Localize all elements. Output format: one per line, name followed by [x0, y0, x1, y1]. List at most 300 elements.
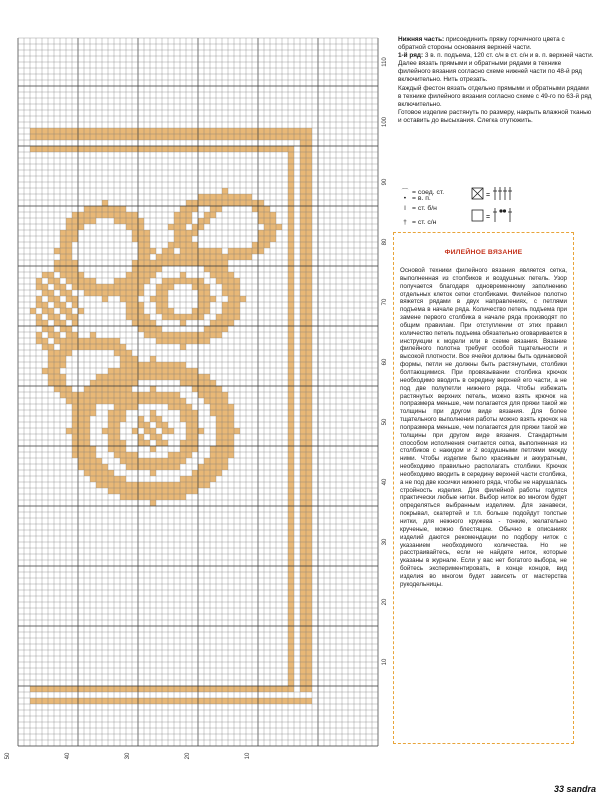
filled-cell — [66, 428, 72, 434]
filled-cell — [114, 698, 120, 704]
filled-cell — [192, 386, 198, 392]
filled-cell — [288, 518, 294, 524]
filled-cell — [222, 464, 228, 470]
filled-cell — [204, 476, 210, 482]
filled-cell — [132, 308, 138, 314]
filled-cell — [306, 662, 312, 668]
filled-cell — [72, 236, 78, 242]
filled-cell — [96, 146, 102, 152]
filled-cell — [42, 338, 48, 344]
filled-cell — [288, 170, 294, 176]
filled-cell — [180, 362, 186, 368]
filled-cell — [270, 698, 276, 704]
filled-cell — [198, 386, 204, 392]
filled-cell — [102, 200, 108, 206]
filled-cell — [288, 176, 294, 182]
filled-cell — [306, 224, 312, 230]
filled-cell — [162, 134, 168, 140]
filled-cell — [204, 338, 210, 344]
filled-cell — [306, 386, 312, 392]
filled-cell — [114, 206, 120, 212]
filled-cell — [102, 374, 108, 380]
filled-cell — [114, 386, 120, 392]
filled-cell — [138, 440, 144, 446]
filled-cell — [114, 440, 120, 446]
filled-cell — [222, 440, 228, 446]
filled-cell — [66, 236, 72, 242]
filled-cell — [210, 248, 216, 254]
filled-cell — [210, 458, 216, 464]
filled-cell — [126, 464, 132, 470]
filled-cell — [42, 686, 48, 692]
filled-cell — [180, 374, 186, 380]
column-tick-label: 50 — [5, 752, 11, 760]
filled-cell — [252, 686, 258, 692]
filled-cell — [306, 284, 312, 290]
filled-cell — [144, 368, 150, 374]
filled-cell — [306, 170, 312, 176]
row-tick-label: 80 — [382, 238, 388, 246]
filled-cell — [300, 200, 306, 206]
intro-paragraph-5: Готовое изделие растянуть по размеру, накрыть влажной тканью и оставить до высыхания. Слегка отутюжить. — [398, 108, 592, 124]
filled-cell — [138, 248, 144, 254]
filled-cell — [300, 470, 306, 476]
filled-cell — [168, 284, 174, 290]
filled-cell — [120, 458, 126, 464]
filled-cell — [42, 272, 48, 278]
filled-cell — [168, 458, 174, 464]
filled-cell — [138, 230, 144, 236]
filled-cell — [108, 434, 114, 440]
filled-cell — [174, 254, 180, 260]
filled-cell — [288, 254, 294, 260]
filled-cell — [162, 422, 168, 428]
filled-cell — [144, 326, 150, 332]
filled-cell — [84, 464, 90, 470]
filled-cell — [150, 128, 156, 134]
filled-cell — [132, 284, 138, 290]
filled-cell — [288, 614, 294, 620]
filled-cell — [198, 308, 204, 314]
filled-cell — [306, 200, 312, 206]
filled-cell — [258, 200, 264, 206]
filled-cell — [156, 422, 162, 428]
filled-cell — [210, 386, 216, 392]
filled-cell — [54, 338, 60, 344]
filled-cell — [288, 644, 294, 650]
filled-cell — [162, 488, 168, 494]
filled-cell — [168, 368, 174, 374]
filled-cell — [306, 404, 312, 410]
filled-cell — [180, 314, 186, 320]
filled-cell — [156, 128, 162, 134]
filled-cell — [36, 332, 42, 338]
filled-cell — [102, 698, 108, 704]
filled-cell — [132, 458, 138, 464]
filled-cell — [210, 380, 216, 386]
filled-cell — [114, 416, 120, 422]
filled-cell — [192, 248, 198, 254]
filled-cell — [288, 668, 294, 674]
filled-cell — [234, 302, 240, 308]
filled-cell — [66, 146, 72, 152]
filled-cell — [288, 524, 294, 530]
filled-cell — [72, 314, 78, 320]
filled-cell — [36, 128, 42, 134]
filled-cell — [222, 404, 228, 410]
filled-cell — [300, 566, 306, 572]
filled-cell — [258, 686, 264, 692]
filled-cell — [204, 470, 210, 476]
filled-cell — [132, 128, 138, 134]
filled-cell — [288, 314, 294, 320]
filled-cell — [108, 290, 114, 296]
filled-cell — [78, 212, 84, 218]
filled-cell — [144, 260, 150, 266]
filled-cell — [234, 290, 240, 296]
filled-cell — [186, 314, 192, 320]
filled-cell — [174, 686, 180, 692]
filled-cell — [300, 632, 306, 638]
filled-cell — [300, 494, 306, 500]
filled-cell — [222, 416, 228, 422]
filled-cell — [300, 296, 306, 302]
filled-cell — [78, 410, 84, 416]
filled-cell — [180, 212, 186, 218]
filled-cell — [132, 494, 138, 500]
filled-cell — [120, 440, 126, 446]
filled-cell — [222, 446, 228, 452]
filled-cell — [132, 428, 138, 434]
filled-cell — [144, 482, 150, 488]
filled-cell — [174, 218, 180, 224]
filled-cell — [300, 350, 306, 356]
filled-cell — [66, 248, 72, 254]
filled-cell — [240, 134, 246, 140]
filled-cell — [210, 254, 216, 260]
filled-cell — [300, 518, 306, 524]
filled-cell — [222, 200, 228, 206]
filled-cell — [72, 452, 78, 458]
filled-cell — [204, 128, 210, 134]
filled-cell — [150, 146, 156, 152]
filled-cell — [288, 350, 294, 356]
filled-cell — [108, 128, 114, 134]
row-tick-label: 110 — [382, 57, 388, 67]
filled-cell — [216, 260, 222, 266]
filled-cell — [150, 482, 156, 488]
filled-cell — [222, 290, 228, 296]
filled-cell — [288, 608, 294, 614]
filled-cell — [300, 434, 306, 440]
filled-cell — [156, 374, 162, 380]
filled-cell — [180, 686, 186, 692]
filled-cell — [186, 230, 192, 236]
filled-cell — [138, 434, 144, 440]
filled-cell — [240, 698, 246, 704]
filled-cell — [264, 224, 270, 230]
filled-cell — [186, 134, 192, 140]
filled-cell — [132, 404, 138, 410]
filled-cell — [174, 452, 180, 458]
filled-cell — [60, 248, 66, 254]
filled-cell — [48, 686, 54, 692]
filled-cell — [264, 128, 270, 134]
filled-cell — [90, 458, 96, 464]
filled-cell — [78, 278, 84, 284]
filled-cell — [138, 320, 144, 326]
filled-cell — [210, 272, 216, 278]
filled-cell — [288, 572, 294, 578]
filled-cell — [222, 320, 228, 326]
filled-cell — [192, 332, 198, 338]
filled-cell — [300, 656, 306, 662]
filled-cell — [84, 338, 90, 344]
filled-cell — [144, 494, 150, 500]
filled-cell — [150, 266, 156, 272]
filled-cell — [264, 146, 270, 152]
filled-cell — [138, 272, 144, 278]
filled-cell — [138, 326, 144, 332]
filled-cell — [156, 494, 162, 500]
filled-cell — [306, 218, 312, 224]
filled-cell — [84, 404, 90, 410]
filled-cell — [306, 524, 312, 530]
filled-cell — [264, 686, 270, 692]
filled-cell — [114, 410, 120, 416]
filled-cell — [216, 470, 222, 476]
filled-cell — [126, 272, 132, 278]
filled-cell — [126, 380, 132, 386]
filled-cell — [198, 254, 204, 260]
filled-cell — [198, 470, 204, 476]
filled-cell — [120, 356, 126, 362]
filled-cell — [216, 326, 222, 332]
filled-cell — [288, 548, 294, 554]
filled-cell — [306, 578, 312, 584]
filled-cell — [264, 218, 270, 224]
filled-cell — [306, 626, 312, 632]
filled-cell — [276, 224, 282, 230]
row-tick-label: 40 — [382, 478, 388, 486]
filled-cell — [186, 428, 192, 434]
filled-cell — [150, 248, 156, 254]
filled-cell — [306, 374, 312, 380]
filled-cell — [306, 584, 312, 590]
filled-cell — [186, 236, 192, 242]
filled-cell — [300, 212, 306, 218]
filled-cell — [210, 134, 216, 140]
filled-cell — [66, 272, 72, 278]
filled-cell — [228, 698, 234, 704]
filled-cell — [252, 248, 258, 254]
filled-cell — [288, 188, 294, 194]
filled-cell — [120, 350, 126, 356]
filled-cell — [114, 128, 120, 134]
filled-cell — [186, 332, 192, 338]
filled-cell — [144, 134, 150, 140]
filled-cell — [102, 398, 108, 404]
filled-cell — [108, 386, 114, 392]
filled-cell — [306, 272, 312, 278]
filled-cell — [288, 320, 294, 326]
filled-cell — [102, 134, 108, 140]
filled-cell — [204, 218, 210, 224]
filled-cell — [228, 422, 234, 428]
filled-cell — [288, 542, 294, 548]
filled-cell — [156, 434, 162, 440]
filled-cell — [132, 686, 138, 692]
legend-item — [398, 205, 437, 212]
filled-cell — [306, 596, 312, 602]
filled-cell — [126, 350, 132, 356]
filled-cell — [306, 434, 312, 440]
filled-cell — [54, 386, 60, 392]
filled-cell — [180, 128, 186, 134]
filled-cell — [60, 698, 66, 704]
filled-cell — [90, 218, 96, 224]
filled-cell — [180, 698, 186, 704]
filled-cell — [300, 596, 306, 602]
filled-cell — [210, 296, 216, 302]
filled-cell — [156, 290, 162, 296]
filled-cell — [72, 128, 78, 134]
filled-cell — [306, 152, 312, 158]
filled-cell — [216, 410, 222, 416]
filled-cell — [132, 314, 138, 320]
filled-cell — [234, 278, 240, 284]
filled-cell — [60, 326, 66, 332]
filled-cell — [300, 260, 306, 266]
filled-cell — [252, 146, 258, 152]
filled-cell — [306, 560, 312, 566]
filled-cell — [108, 488, 114, 494]
filled-cell — [192, 308, 198, 314]
filled-cell — [192, 476, 198, 482]
filled-cell — [216, 248, 222, 254]
filled-cell — [168, 494, 174, 500]
filled-cell — [54, 686, 60, 692]
filled-cell — [288, 500, 294, 506]
filled-cell — [144, 236, 150, 242]
filled-cell — [138, 488, 144, 494]
filled-cell — [180, 416, 186, 422]
filled-cell — [102, 290, 108, 296]
filled-cell — [84, 146, 90, 152]
filled-cell — [102, 344, 108, 350]
filled-cell — [144, 362, 150, 368]
filled-cell — [138, 236, 144, 242]
filled-cell — [138, 308, 144, 314]
filled-cell — [72, 410, 78, 416]
filled-cell — [174, 242, 180, 248]
filled-cell — [174, 236, 180, 242]
filled-cell — [306, 380, 312, 386]
filled-cell — [288, 152, 294, 158]
filled-cell — [180, 482, 186, 488]
filled-cell — [36, 320, 42, 326]
filled-cell — [300, 440, 306, 446]
filled-cell — [120, 284, 126, 290]
filled-cell — [288, 200, 294, 206]
filled-cell — [288, 422, 294, 428]
filled-cell — [288, 224, 294, 230]
filled-cell — [198, 278, 204, 284]
filled-cell — [162, 248, 168, 254]
filled-cell — [42, 284, 48, 290]
filled-cell — [192, 686, 198, 692]
filled-cell — [300, 686, 306, 692]
filled-cell — [306, 296, 312, 302]
filled-cell — [120, 134, 126, 140]
filled-cell — [60, 236, 66, 242]
filled-cell — [180, 440, 186, 446]
filled-cell — [168, 686, 174, 692]
filled-cell — [204, 458, 210, 464]
filled-cell — [222, 254, 228, 260]
filled-cell — [90, 386, 96, 392]
filled-cell — [300, 320, 306, 326]
filled-cell — [96, 380, 102, 386]
filled-cell — [54, 134, 60, 140]
filled-cell — [306, 482, 312, 488]
filled-cell — [300, 422, 306, 428]
filled-cell — [84, 458, 90, 464]
filled-cell — [288, 458, 294, 464]
filled-cell — [132, 356, 138, 362]
filled-cell — [210, 128, 216, 134]
filled-cell — [150, 446, 156, 452]
filled-cell — [306, 308, 312, 314]
filled-cell — [228, 296, 234, 302]
filled-cell — [180, 380, 186, 386]
filled-cell — [120, 476, 126, 482]
filled-cell — [168, 128, 174, 134]
filled-cell — [300, 512, 306, 518]
filled-cell — [222, 686, 228, 692]
row1-text: 3 в. п. подъема, 120 ст. с/н в ст. с/н и в. п. верхней части. — [424, 52, 594, 60]
filled-cell — [228, 434, 234, 440]
filled-cell — [144, 398, 150, 404]
chart-svg — [5, 36, 394, 760]
filled-cell — [204, 686, 210, 692]
filled-cell — [162, 338, 168, 344]
filled-cell — [42, 320, 48, 326]
filled-cell — [84, 218, 90, 224]
filled-cell — [180, 404, 186, 410]
filled-cell — [84, 470, 90, 476]
filled-cell — [288, 536, 294, 542]
filled-cell — [132, 380, 138, 386]
filled-cell — [258, 248, 264, 254]
filled-cell — [126, 686, 132, 692]
filled-cell — [306, 614, 312, 620]
filled-cell — [54, 248, 60, 254]
filled-cell — [306, 494, 312, 500]
filled-cell — [288, 308, 294, 314]
filled-cell — [216, 254, 222, 260]
filled-cell — [240, 128, 246, 134]
filled-cell — [66, 128, 72, 134]
filled-cell — [162, 368, 168, 374]
filled-cell — [108, 374, 114, 380]
filled-cell — [306, 428, 312, 434]
filled-cell — [186, 446, 192, 452]
filled-cell — [186, 686, 192, 692]
filled-cell — [306, 608, 312, 614]
filled-cell — [102, 338, 108, 344]
filled-cell — [114, 392, 120, 398]
